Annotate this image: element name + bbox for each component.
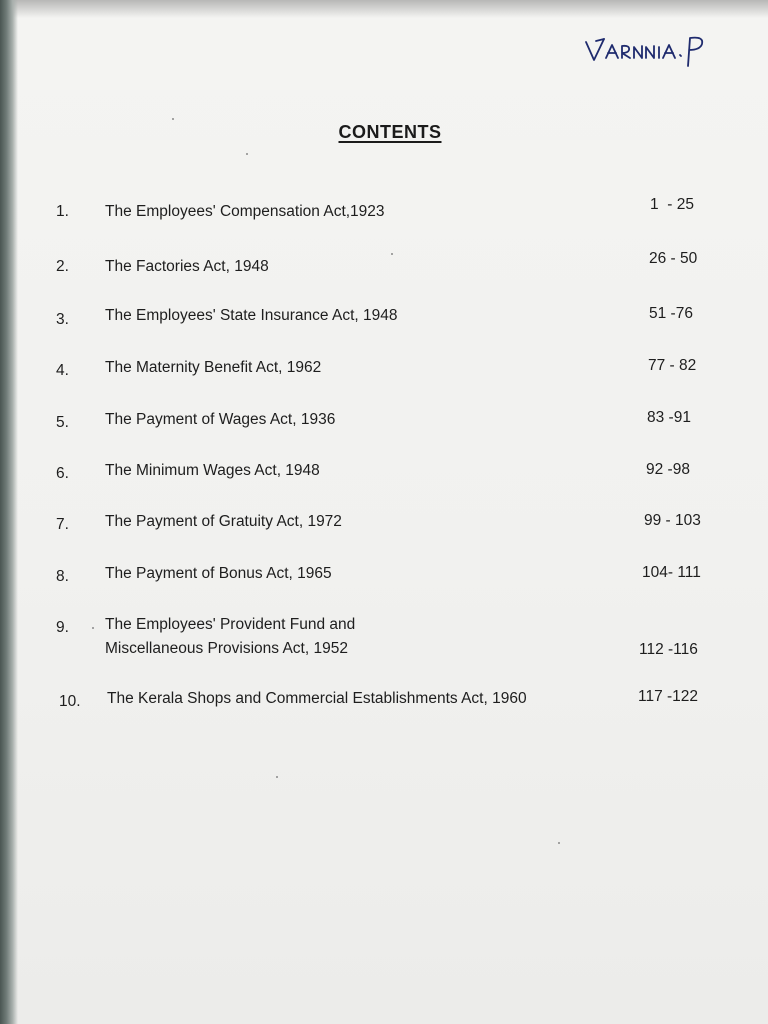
entry-title: The Factories Act, 1948 <box>105 258 269 275</box>
scan-speck <box>391 253 393 255</box>
entry-number: 1. <box>56 203 69 220</box>
entry-number: 4. <box>56 362 69 379</box>
entry-title: The Employees' State Insurance Act, 1948 <box>105 307 398 324</box>
entry-title: The Payment of Bonus Act, 1965 <box>105 565 332 582</box>
entry-number: 3. <box>56 311 69 328</box>
entry-title: The Minimum Wages Act, 1948 <box>105 462 320 479</box>
binding-edge <box>0 0 18 1024</box>
entry-pages: 51 -76 <box>649 305 693 322</box>
page-title <box>0 122 768 143</box>
entry-number: 8. <box>56 568 69 585</box>
entry-pages: 1 - 25 <box>650 196 694 213</box>
entry-number: 2. <box>56 258 69 275</box>
entry-number: 10. <box>59 693 81 710</box>
entry-title: The Payment of Wages Act, 1936 <box>105 411 336 428</box>
scan-speck <box>172 118 174 120</box>
entry-title-line1: The Employees' Provident Fund and <box>105 616 356 633</box>
scan-top-shadow <box>0 0 768 18</box>
scan-speck <box>558 842 560 844</box>
scan-speck <box>92 627 94 629</box>
entry-title: The Payment of Gratuity Act, 1972 <box>105 513 342 530</box>
entry-pages: 26 - 50 <box>649 250 698 267</box>
entry-number: 5. <box>56 414 69 431</box>
entry-pages: 99 - 103 <box>644 512 701 529</box>
entry-number: 7. <box>56 516 69 533</box>
entry-pages: 83 -91 <box>647 409 691 426</box>
entry-title-line2: Miscellaneous Provisions Act, 1952 <box>105 640 348 657</box>
entry-number: 6. <box>56 465 69 482</box>
entry-number: 9. <box>56 619 69 636</box>
entry-pages: 117 -122 <box>638 688 699 705</box>
entry-pages: 77 - 82 <box>648 357 697 374</box>
scan-speck <box>246 153 248 155</box>
entry-pages: 112 -116 <box>639 641 698 658</box>
scan-speck <box>276 776 278 778</box>
handwritten-signature <box>582 30 722 70</box>
entry-pages: 104- 111 <box>642 564 701 581</box>
entry-title: The Employees' Compensation Act,1923 <box>105 203 385 220</box>
entry-title: The Maternity Benefit Act, 1962 <box>105 359 322 376</box>
entry-pages: 92 -98 <box>646 461 690 478</box>
contents-heading: CONTENTS <box>338 122 442 142</box>
entry-title: The Kerala Shops and Commercial Establishments Act, 1960 <box>107 690 527 707</box>
